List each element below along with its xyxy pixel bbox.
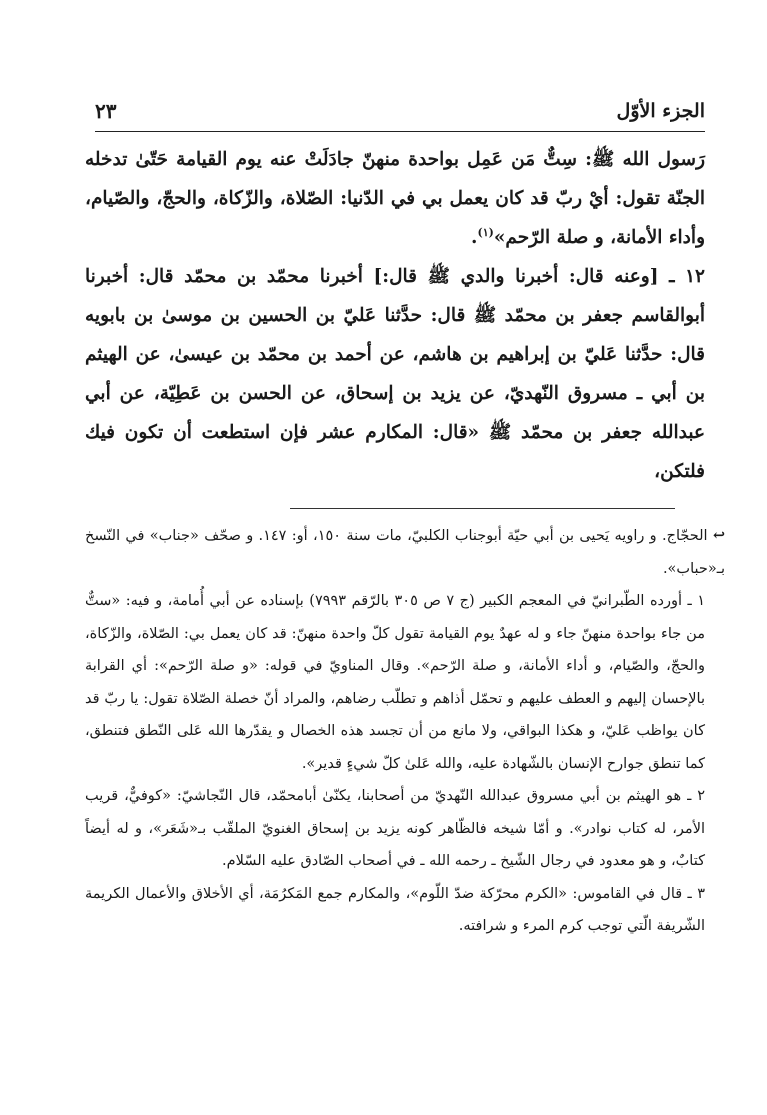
main-paragraph-2 <box>85 257 705 491</box>
main-paragraph-2-text: ١٢ ـ [وعنه قال: أخبرنا والدي ﷺ قال:] أخبرنا محمّد بن محمّد قال: أخبرنا أبوالقاسم جعفر بن محمّد ﷺ قال: حدَّثنا عَليّ بن الحسين بن موسىٰ بن بابويه قال: حدَّثنا عَليّ بن إبراهيم بن هاشم، عن أحمد بن محمّد بن عيسىٰ، عن الهيثم بن أبي ـ مسروق النّهديّ، عن يزيد بن إسحاق، عن الحسن بن عَطِيّة، عن أبي عبدالله جعفر بن محمّد ﷺ «قال: المكارم عشر فإن استطعت أن تكون فيك فلتكن، <box>85 266 705 482</box>
main-paragraph-1-text: رَسول الله ﷺ: سِتٌّ مَن عَمِل بواحدة منهنّ جادَلَتْ عنه يوم القيامة حَتّىٰ تدخله الجنّة تقول: أيْ ربّ قد كان يعمل بي في الدّنيا: الصّلاة، والزّكاة، والحجّ، والصّيام، وأداء الأمانة، و صلة الرّحم» <box>85 149 705 248</box>
footnote-continuation <box>85 520 725 585</box>
footnote-divider <box>290 508 675 509</box>
footnote-continuation-text: الحجّاج. و راويه يَحيى بن أبي حيّة أبوجناب الكلبيّ، مات سنة ١٥٠، أو: ١٤٧. و صحّف «جناب» في النّسخ بـ«حباب». <box>85 528 725 577</box>
page-header <box>95 96 705 126</box>
footnotes <box>85 520 725 943</box>
page-number: ٢٣ <box>95 99 117 123</box>
footnote-1: ١ ـ أورده الطّبرانيّ في المعجم الكبير (ج ٧ ص ٣٠٥ بالرّقم ٧٩٩٣) بإسناده عن أبي أُمامة، و فيه: «ستٌّ من جاء بواحدة منهنّ جاء و له عهدٌ يوم القيامة تقول كلّ واحدة منهنّ: قد كان يعمل بي: الصّلاة، والزّكاة، والحجّ، والصّيام، و أداء الأمانة، و صلة الرّحم». وقال المناويّ في قوله: «و صلة الرّحم»: أي القرابة بالإحسان إليهم و العطف عليهم و تحمّل أذاهم و تطلّب رضاهم، والمراد أنّ خصلة الصّلاة تقول: يا ربّ قد كان يواظب عَليّ، و هكذا البواقي، ولا مانع من أن تجسد هذه الخصال و يقدّرها الله عَلى النّطق فتنطق، كما تنطق جوارح الإنسان بالشّهادة عليه، والله عَلىٰ كلّ شيءٍ قدير». <box>85 593 706 772</box>
main-paragraph-1: رَسول الله ﷺ: سِتٌّ مَن عَمِل بواحدة منهنّ جادَلَتْ عنه يوم القيامة حَتّىٰ تدخله الجنّة تقول: أيْ ربّ قد كان يعمل بي في الدّنيا: الصّلاة، والزّكاة، والحجّ، والصّيام، وأداء الأمانة، و صلة الرّحم»$^{(١)}$. <box>85 149 705 248</box>
footnote-2: ٢ ـ هو الهيثم بن أبي مسروق عبدالله النّهديّ من أصحابنا، يكنّىٰ أبامحمّد، قال النّجاشيّ: «كوفيٌّ، قريب الأمر، له كتاب نوادر». و أمّا شيخه فالظّاهر كونه يزيد بن إسحاق الغنويّ الملقّب بـ«شَعَر»، و له أيضاً كتابٌ، و هو معدود في رجال الشّيخ ـ رحمه الله ـ في أصحاب الصّادق عليه السّلام. <box>85 788 705 869</box>
footnote-ref-1: (١) <box>477 225 494 239</box>
continuation-arrow-icon: ↩ <box>712 527 725 544</box>
main-text <box>85 140 705 491</box>
footnote-3: ٣ ـ قال في القاموس: «الكرم محرّكة ضدّ اللّوم»، والمكارم جمع المَكرُمَة، أي الأخلاق والأعمال الكريمة الشّريفة الّتي توجب كرم المرء و شرافته. <box>85 885 705 934</box>
running-title: الجزء الأوّل <box>616 100 705 122</box>
header-rule <box>95 131 705 132</box>
